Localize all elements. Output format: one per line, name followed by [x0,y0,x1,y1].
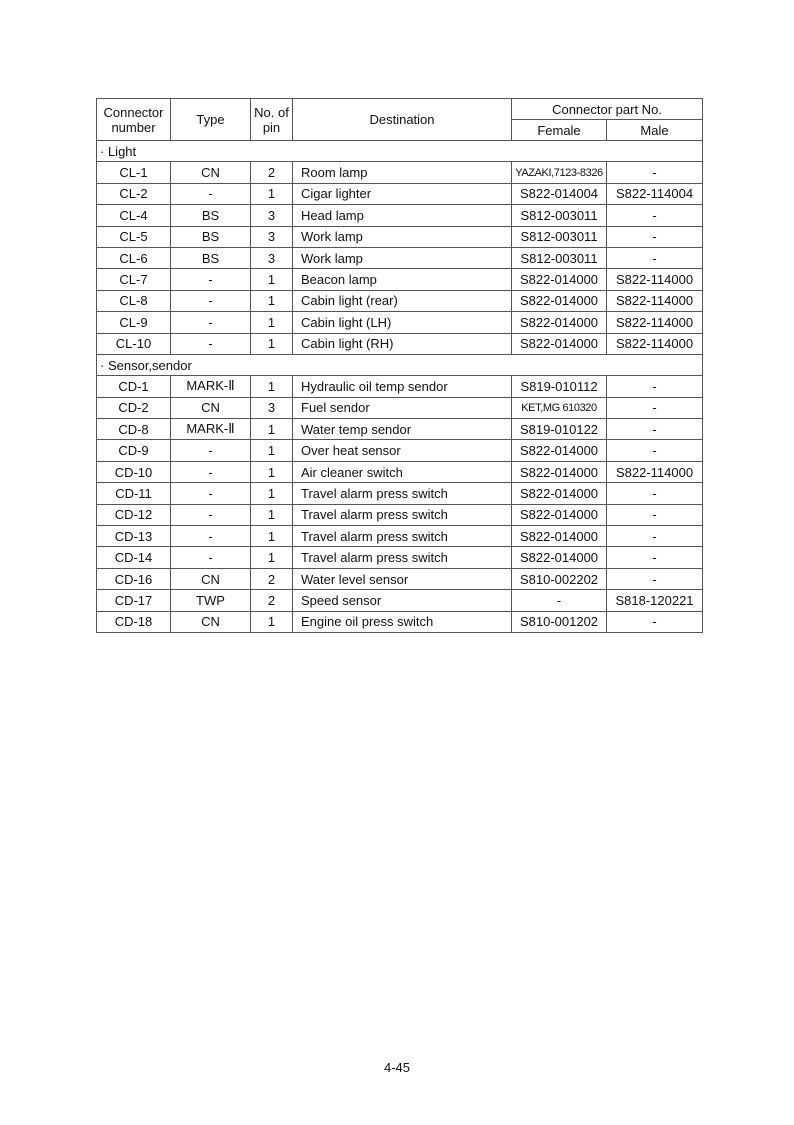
cell-pins: 2 [251,568,293,589]
cell-type: BS [171,226,251,247]
cell-connector-number: CD-10 [97,461,171,482]
cell-pins: 2 [251,590,293,611]
cell-connector-number: CD-9 [97,440,171,461]
cell-female-part: S822-014000 [512,333,607,354]
cell-type: - [171,483,251,504]
cell-pins: 1 [251,483,293,504]
cell-type: - [171,269,251,290]
cell-pins: 1 [251,333,293,354]
table-row [97,333,703,354]
cell-connector-number: CD-12 [97,504,171,525]
cell-male-part: - [607,205,703,226]
cell-female-part: S822-014000 [512,504,607,525]
cell-female-part: S822-014000 [512,290,607,311]
cell-female-part: S819-010122 [512,419,607,440]
cell-pins: 1 [251,547,293,568]
cell-destination: Beacon lamp [293,269,512,290]
table-row [97,440,703,461]
table-row [97,611,703,632]
cell-male-part: - [607,397,703,418]
cell-male-part: - [607,376,703,397]
cell-connector-number: CD-13 [97,526,171,547]
cell-male-part: - [607,419,703,440]
cell-type: - [171,290,251,311]
header-connector-line2: number [111,119,156,135]
cell-connector-number: CD-16 [97,568,171,589]
cell-female-part: S822-014000 [512,269,607,290]
cell-type: - [171,547,251,568]
table-row [97,419,703,440]
cell-female-part: S822-014000 [512,483,607,504]
cell-destination: Hydraulic oil temp sendor [293,376,512,397]
cell-pins: 1 [251,526,293,547]
section-title: · Light [97,141,703,162]
cell-pins: 1 [251,504,293,525]
table-row [97,312,703,333]
cell-female-part: YAZAKI,7123-8326 [512,162,607,183]
cell-male-part: - [607,611,703,632]
header-female: Female [512,120,607,141]
section-row [97,354,703,375]
cell-destination: Air cleaner switch [293,461,512,482]
cell-type: - [171,312,251,333]
cell-female-part: S812-003011 [512,247,607,268]
cell-male-part: S822-114004 [607,183,703,204]
cell-destination: Cabin light (LH) [293,312,512,333]
connector-table [96,98,703,633]
cell-connector-number: CD-8 [97,419,171,440]
cell-male-part: - [607,568,703,589]
cell-destination: Water temp sendor [293,419,512,440]
header-row-1 [97,99,703,120]
cell-destination: Cigar lighter [293,183,512,204]
cell-male-part: - [607,526,703,547]
cell-female-part: S822-014000 [512,312,607,333]
cell-destination: Fuel sendor [293,397,512,418]
table-row [97,397,703,418]
cell-type: MARK-Ⅱ [171,419,251,440]
cell-male-part: S818-120221 [607,590,703,611]
cell-male-part: S822-114000 [607,269,703,290]
cell-male-part: - [607,440,703,461]
cell-female-part: S810-001202 [512,611,607,632]
table-row [97,290,703,311]
table-row [97,162,703,183]
cell-male-part: - [607,483,703,504]
cell-type: CN [171,568,251,589]
cell-male-part: - [607,547,703,568]
cell-female-part: S812-003011 [512,205,607,226]
table-row [97,226,703,247]
cell-female-part: S822-014004 [512,183,607,204]
cell-destination: Travel alarm press switch [293,547,512,568]
cell-destination: Work lamp [293,226,512,247]
cell-connector-number: CL-9 [97,312,171,333]
cell-male-part: S822-114000 [607,461,703,482]
cell-pins: 1 [251,419,293,440]
cell-connector-number: CD-11 [97,483,171,504]
cell-pins: 1 [251,312,293,333]
cell-pins: 1 [251,461,293,482]
cell-connector-number: CL-10 [97,333,171,354]
cell-type: - [171,440,251,461]
header-connector-line1: Connector [103,104,164,120]
cell-type: CN [171,162,251,183]
cell-destination: Speed sensor [293,590,512,611]
cell-female-part: S822-014000 [512,547,607,568]
cell-type: - [171,333,251,354]
cell-pins: 1 [251,183,293,204]
cell-female-part: S822-014000 [512,440,607,461]
cell-type: CN [171,397,251,418]
cell-destination: Engine oil press switch [293,611,512,632]
cell-pins: 3 [251,226,293,247]
cell-destination: Travel alarm press switch [293,504,512,525]
table-row [97,504,703,525]
header-destination: Destination [293,99,512,141]
cell-type: - [171,504,251,525]
table-row [97,483,703,504]
cell-male-part: - [607,162,703,183]
cell-type: BS [171,205,251,226]
cell-connector-number: CL-4 [97,205,171,226]
table-body [97,141,703,633]
cell-female-part: - [512,590,607,611]
cell-destination: Cabin light (RH) [293,333,512,354]
cell-connector-number: CL-8 [97,290,171,311]
header-type: Type [171,99,251,141]
table-row [97,376,703,397]
cell-female-part: S812-003011 [512,226,607,247]
cell-pins: 1 [251,440,293,461]
cell-type: TWP [171,590,251,611]
cell-type: - [171,526,251,547]
cell-connector-number: CD-17 [97,590,171,611]
cell-destination: Work lamp [293,247,512,268]
cell-connector-number: CL-1 [97,162,171,183]
cell-pins: 1 [251,269,293,290]
cell-type: - [171,183,251,204]
cell-destination: Travel alarm press switch [293,526,512,547]
table-row [97,526,703,547]
cell-male-part: S822-114000 [607,333,703,354]
table-row [97,461,703,482]
cell-type: MARK-Ⅱ [171,376,251,397]
cell-male-part: - [607,247,703,268]
cell-female-part: S822-014000 [512,461,607,482]
table-row [97,247,703,268]
table-row [97,568,703,589]
cell-female-part: S822-014000 [512,526,607,547]
cell-female-part: KET,MG 610320 [512,397,607,418]
cell-male-part: S822-114000 [607,312,703,333]
table-row [97,547,703,568]
cell-destination: Head lamp [293,205,512,226]
table-row [97,183,703,204]
cell-male-part: S822-114000 [607,290,703,311]
header-part-no: Connector part No. [512,99,703,120]
header-pins [251,99,293,141]
cell-female-part: S810-002202 [512,568,607,589]
header-male: Male [607,120,703,141]
cell-type: - [171,461,251,482]
cell-connector-number: CL-2 [97,183,171,204]
cell-destination: Travel alarm press switch [293,483,512,504]
table-row [97,269,703,290]
header-pins-line2: pin [262,119,281,135]
header-pins-line1: No. of [254,104,289,120]
cell-male-part: - [607,504,703,525]
cell-type: BS [171,247,251,268]
section-title: · Sensor,sendor [97,354,703,375]
cell-connector-number: CL-7 [97,269,171,290]
cell-connector-number: CD-18 [97,611,171,632]
cell-pins: 1 [251,290,293,311]
cell-connector-number: CL-6 [97,247,171,268]
cell-destination: Cabin light (rear) [293,290,512,311]
cell-pins: 1 [251,611,293,632]
cell-pins: 1 [251,376,293,397]
cell-type: CN [171,611,251,632]
cell-male-part: - [607,226,703,247]
cell-connector-number: CD-1 [97,376,171,397]
cell-connector-number: CL-5 [97,226,171,247]
section-row [97,141,703,162]
cell-pins: 3 [251,247,293,268]
cell-pins: 3 [251,397,293,418]
cell-destination: Over heat sensor [293,440,512,461]
cell-destination: Water level sensor [293,568,512,589]
table-row [97,590,703,611]
cell-pins: 2 [251,162,293,183]
cell-female-part: S819-010112 [512,376,607,397]
cell-destination: Room lamp [293,162,512,183]
page-number: 4-45 [383,1060,411,1075]
cell-pins: 3 [251,205,293,226]
cell-connector-number: CD-14 [97,547,171,568]
cell-connector-number: CD-2 [97,397,171,418]
table-row [97,205,703,226]
header-connector-number [97,99,171,141]
